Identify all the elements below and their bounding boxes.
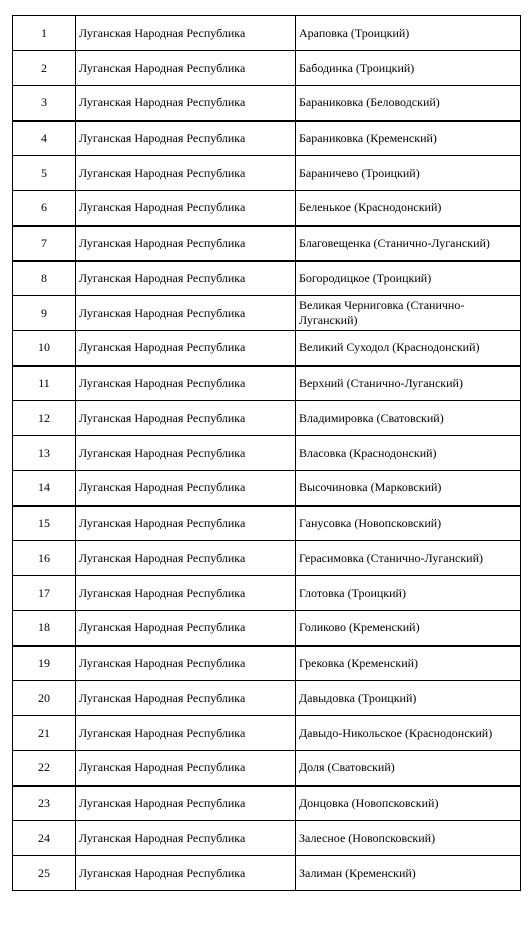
table-row bbox=[13, 751, 521, 786]
row-number: 14 bbox=[13, 471, 76, 506]
row-number: 24 bbox=[13, 821, 76, 856]
region-cell: Луганская Народная Республика bbox=[76, 366, 296, 401]
settlement-cell: Великий Суходол (Краснодонский) bbox=[296, 331, 521, 366]
settlement-cell: Власовка (Краснодонский) bbox=[296, 436, 521, 471]
table-row bbox=[13, 156, 521, 191]
row-number: 2 bbox=[13, 51, 76, 86]
settlement-cell: Благовещенка (Станично-Луганский) bbox=[296, 226, 521, 261]
row-number: 7 bbox=[13, 226, 76, 261]
table-row bbox=[13, 401, 521, 436]
row-number: 12 bbox=[13, 401, 76, 436]
region-cell: Луганская Народная Республика bbox=[76, 681, 296, 716]
region-cell: Луганская Народная Республика bbox=[76, 856, 296, 891]
table-row bbox=[13, 296, 521, 331]
settlement-cell: Владимировка (Сватовский) bbox=[296, 401, 521, 436]
row-number: 25 bbox=[13, 856, 76, 891]
region-cell: Луганская Народная Республика bbox=[76, 261, 296, 296]
settlement-cell: Глотовка (Троицкий) bbox=[296, 576, 521, 611]
table-row bbox=[13, 261, 521, 296]
table-row bbox=[13, 436, 521, 471]
settlement-cell: Араповка (Троицкий) bbox=[296, 16, 521, 51]
row-number: 13 bbox=[13, 436, 76, 471]
table-row bbox=[13, 471, 521, 506]
region-cell: Луганская Народная Республика bbox=[76, 541, 296, 576]
row-number: 3 bbox=[13, 86, 76, 121]
table-row bbox=[13, 716, 521, 751]
table-row bbox=[13, 856, 521, 891]
table-row bbox=[13, 366, 521, 401]
settlement-cell: Голиково (Кременский) bbox=[296, 611, 521, 646]
region-cell: Луганская Народная Республика bbox=[76, 401, 296, 436]
row-number: 8 bbox=[13, 261, 76, 296]
region-cell: Луганская Народная Республика bbox=[76, 716, 296, 751]
region-cell: Луганская Народная Республика bbox=[76, 331, 296, 366]
region-cell: Луганская Народная Республика bbox=[76, 576, 296, 611]
row-number: 23 bbox=[13, 786, 76, 821]
settlements-table bbox=[12, 15, 521, 891]
row-number: 20 bbox=[13, 681, 76, 716]
region-cell: Луганская Народная Республика bbox=[76, 821, 296, 856]
settlement-cell: Давыдовка (Троицкий) bbox=[296, 681, 521, 716]
settlement-cell: Донцовка (Новопсковский) bbox=[296, 786, 521, 821]
settlement-cell: Бараниковка (Беловодский) bbox=[296, 86, 521, 121]
row-number: 10 bbox=[13, 331, 76, 366]
settlement-cell: Доля (Сватовский) bbox=[296, 751, 521, 786]
region-cell: Луганская Народная Республика bbox=[76, 436, 296, 471]
table-row bbox=[13, 226, 521, 261]
settlement-cell: Богородицкое (Троицкий) bbox=[296, 261, 521, 296]
region-cell: Луганская Народная Республика bbox=[76, 226, 296, 261]
region-cell: Луганская Народная Республика bbox=[76, 51, 296, 86]
table-row bbox=[13, 646, 521, 681]
row-number: 16 bbox=[13, 541, 76, 576]
table-row bbox=[13, 611, 521, 646]
row-number: 15 bbox=[13, 506, 76, 541]
table-row bbox=[13, 681, 521, 716]
row-number: 6 bbox=[13, 191, 76, 226]
row-number: 5 bbox=[13, 156, 76, 191]
settlement-cell: Высочиновка (Марковский) bbox=[296, 471, 521, 506]
row-number: 11 bbox=[13, 366, 76, 401]
region-cell: Луганская Народная Республика bbox=[76, 86, 296, 121]
table-row bbox=[13, 541, 521, 576]
row-number: 21 bbox=[13, 716, 76, 751]
table-row bbox=[13, 576, 521, 611]
region-cell: Луганская Народная Республика bbox=[76, 156, 296, 191]
settlement-cell: Ганусовка (Новопсковский) bbox=[296, 506, 521, 541]
table-row bbox=[13, 86, 521, 121]
table-row bbox=[13, 16, 521, 51]
table-row bbox=[13, 821, 521, 856]
row-number: 4 bbox=[13, 121, 76, 156]
table-row bbox=[13, 506, 521, 541]
region-cell: Луганская Народная Республика bbox=[76, 646, 296, 681]
region-cell: Луганская Народная Республика bbox=[76, 786, 296, 821]
region-cell: Луганская Народная Республика bbox=[76, 121, 296, 156]
table-body bbox=[13, 16, 521, 891]
row-number: 9 bbox=[13, 296, 76, 331]
settlement-cell: Беленькое (Краснодонский) bbox=[296, 191, 521, 226]
region-cell: Луганская Народная Республика bbox=[76, 506, 296, 541]
region-cell: Луганская Народная Республика bbox=[76, 16, 296, 51]
table-row bbox=[13, 51, 521, 86]
settlement-cell: Залиман (Кременский) bbox=[296, 856, 521, 891]
row-number: 19 bbox=[13, 646, 76, 681]
table-row bbox=[13, 121, 521, 156]
table-row bbox=[13, 191, 521, 226]
settlement-cell: Герасимовка (Станично-Луганский) bbox=[296, 541, 521, 576]
settlement-cell: Великая Черниговка (Станично-Луганский) bbox=[296, 296, 521, 331]
settlements-table-container bbox=[12, 15, 520, 891]
row-number: 22 bbox=[13, 751, 76, 786]
settlement-cell: Бабодинка (Троицкий) bbox=[296, 51, 521, 86]
settlement-cell: Верхний (Станично-Луганский) bbox=[296, 366, 521, 401]
settlement-cell: Давыдо-Никольское (Краснодонский) bbox=[296, 716, 521, 751]
settlement-cell: Грековка (Кременский) bbox=[296, 646, 521, 681]
row-number: 18 bbox=[13, 611, 76, 646]
table-row bbox=[13, 786, 521, 821]
region-cell: Луганская Народная Республика bbox=[76, 191, 296, 226]
settlement-cell: Бараничево (Троицкий) bbox=[296, 156, 521, 191]
region-cell: Луганская Народная Республика bbox=[76, 296, 296, 331]
settlement-cell: Залесное (Новопсковский) bbox=[296, 821, 521, 856]
region-cell: Луганская Народная Республика bbox=[76, 751, 296, 786]
region-cell: Луганская Народная Республика bbox=[76, 471, 296, 506]
row-number: 1 bbox=[13, 16, 76, 51]
row-number: 17 bbox=[13, 576, 76, 611]
table-row bbox=[13, 331, 521, 366]
region-cell: Луганская Народная Республика bbox=[76, 611, 296, 646]
settlement-cell: Бараниковка (Кременский) bbox=[296, 121, 521, 156]
